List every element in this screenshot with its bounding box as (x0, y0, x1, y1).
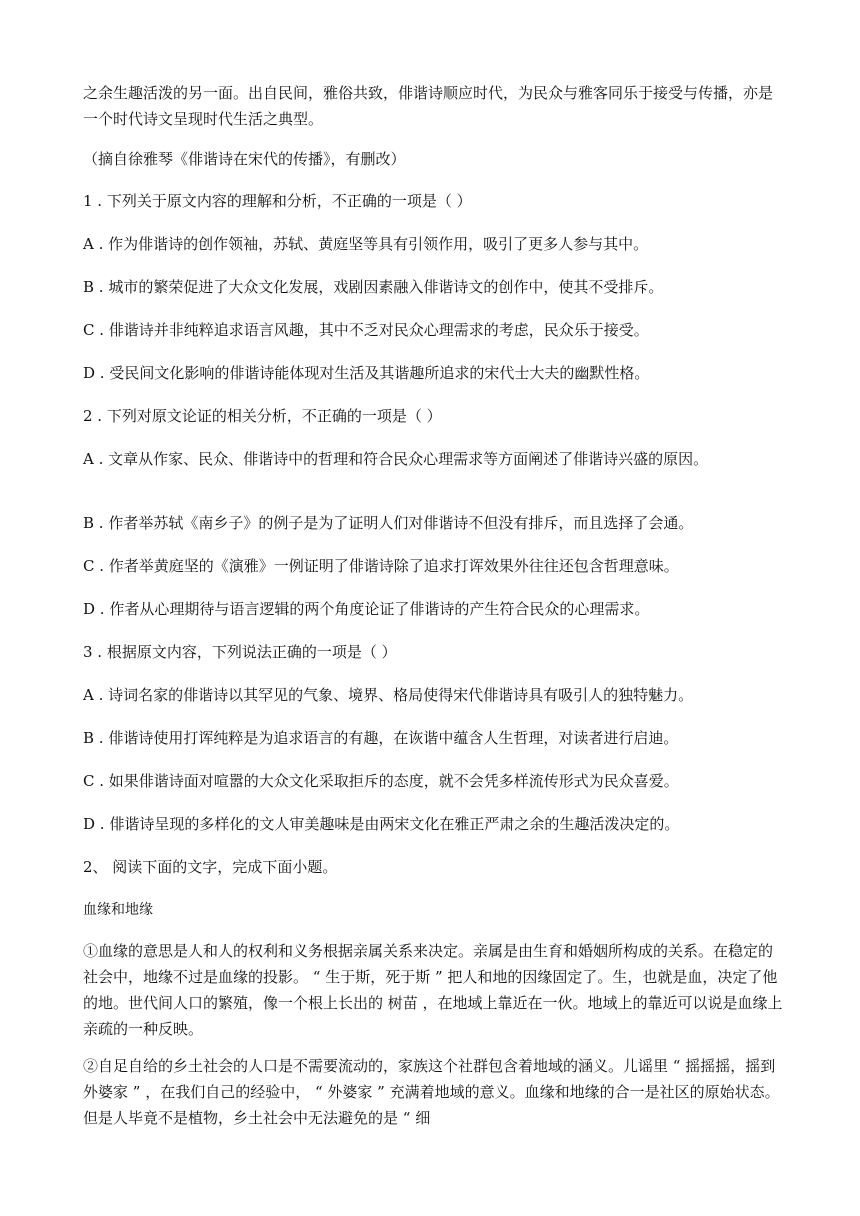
question-3-option-b: B . 俳谐诗使用打诨纯粹是为追求语言的有趣，在诙谐中蕴含人生哲理，对读者进行启迪。 (83, 729, 679, 747)
intro-paragraph: 之余生趣活泼的另一面。出自民间，雅俗共致，俳谐诗顺应时代，为民众与雅客同乐于接受与传播，亦是一个时代诗文呈现时代生活之典型。 (83, 84, 774, 128)
question-1-option-a: A . 作为俳谐诗的创作领袖，苏轼、黄庭坚等具有引领作用，吸引了更多人参与其中。 (83, 235, 649, 253)
passage-paragraph-2: ②自足自给的乡土社会的人口是不需要流动的，家族这个社群包含着地域的涵义。儿谣里 “ 摇摇摇，摇到外婆家 ” ，在我们自己的经验中， “ 外婆家 ” 充满着地域的意义。血缘和地缘的合一是社区的原始状态。但是人毕竟不是植物，乡土社会中无法避免的是 “ 细 (83, 1057, 780, 1127)
question-3-option-d: D . 俳谐诗呈现的多样化的文人审美趣味是由两宋文化在雅正严肃之余的生趣活泼决定的。 (83, 815, 680, 833)
question-2-option-c: C . 作者举黄庭坚的《演雅》一例证明了俳谐诗除了追求打诨效果外往往还包含哲理意味。 (83, 557, 679, 575)
question-1-option-b: B . 城市的繁荣促进了大众文化发展，戏剧因素融入俳谐诗文的创作中，使其不受排斥。 (83, 278, 664, 296)
source-citation: （摘自徐雅琴《俳谐诗在宋代的传播》，有删改） (83, 150, 406, 168)
question-1-stem: 1 . 下列关于原文内容的理解和分析，不正确的一项是（ ） (83, 192, 472, 210)
question-1-option-c: C . 俳谐诗并非纯粹追求语言风趣，其中不乏对民众心理需求的考虑，民众乐于接受。 (83, 321, 649, 339)
question-2-option-d: D . 作者从心理期待与语言逻辑的两个角度论证了俳谐诗的产生符合民众的心理需求。 (83, 600, 650, 618)
question-3-stem: 3 . 根据原文内容，下列说法正确的一项是（ ） (83, 643, 397, 661)
question-2-option-b: B . 作者举苏轼《南乡子》的例子是为了证明人们对俳谐诗不但没有排斥，而且选择了会通。 (83, 514, 694, 532)
question-1-option-d: D . 受民间文化影响的俳谐诗能体现对生活及其谐趣所追求的宋代士大夫的幽默性格。 (83, 364, 650, 382)
passage-paragraph-1: ①血缘的意思是人和人的权利和义务根据亲属关系来决定。亲属是由生育和婚姻所构成的关系。在稳定的社会中，地缘不过是血缘的投影。 “ 生于斯，死于斯 ” 把人和地的因缘固定了。生，也就是血，决定了他的地。世代间人口的繁殖，像一个根上长出的 树苗 ，在地域上靠近在一伙。地域上的靠近可以说是血缘上亲疏的一种反映。 (83, 942, 783, 1038)
question-3-option-c: C . 如果俳谐诗面对喧嚣的大众文化采取拒斥的态度，就不会凭多样流传形式为民众喜爱。 (83, 772, 679, 790)
passage-title: 血缘和地缘 (83, 902, 153, 918)
question-2-option-a: A . 文章从作家、民众、俳谐诗中的哲理和符合民众心理需求等方面阐述了俳谐诗兴盛的原因。 (83, 450, 709, 468)
question-3-option-a: A . 诗词名家的俳谐诗以其罕见的气象、境界、格局使得宋代俳谐诗具有吸引人的独特魅力。 (83, 686, 694, 704)
question-2-stem: 2 . 下列对原文论证的相关分析，不正确的一项是（ ） (83, 407, 442, 425)
section-2-heading: 2、 阅读下面的文字，完成下面小题。 (83, 858, 338, 876)
